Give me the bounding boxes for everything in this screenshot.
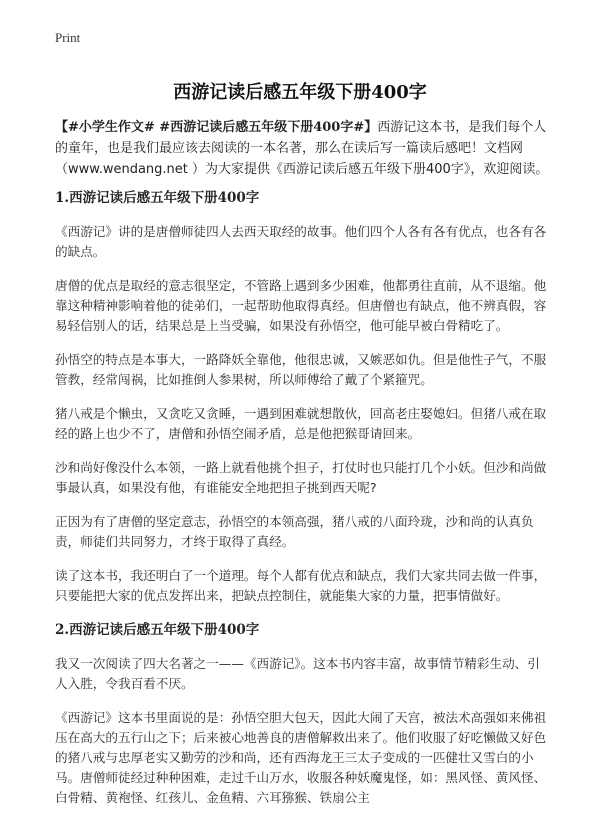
intro-text: 西游记这本书，是我们每个人的童年，也是我们最应该去阅读的一本名著，那么在读后写一篇读后感吧！文档网（www.wendang.net ）为大家提供《西游记读后感五年级下册400字》，欢迎阅读。 [55, 120, 549, 177]
paragraph: 沙和尚好像没什么本领，一路上就看他挑个担子，打仗时也只能打几个小妖。但沙和尚做事最认真，如果没有他，有谁能安全地把担子挑到西天呢? [55, 460, 547, 495]
paragraph: 读了这本书，我还明白了一个道理。每个人都有优点和缺点，我们大家共同去做一件事，只要能把大家的优点发挥出来，把缺点控制住，就能集大家的力量，把事情做好。 [55, 568, 547, 603]
paragraph: 《西游记》讲的是唐僧师徒四人去西天取经的故事。他们四个人各有各有优点，也各有各的缺点。 [55, 224, 547, 259]
paragraph: 《西游记》这本书里面说的是：孙悟空胆大包天，因此大闹了天宫，被法术高强如来佛祖压在高大的五行山之下；后来被心地善良的唐僧解救出来了。他们收服了好吃懒做又好色的猪八戒与忠厚老实又勤劳的沙和尚，还有西海龙王三太子变成的一匹健壮又雪白的小马。唐僧师徒经过种种困难，走过千山万水，收服各种妖魔鬼怪，如：黑风怪、黄风怪、白骨精、黄袍怪、红孩儿、金鱼精、六耳猕猴、铁扇公主 [55, 710, 547, 805]
article-body [55, 117, 552, 822]
print-link[interactable]: Print [55, 30, 81, 45]
paragraph: 孙悟空的特点是本事大，一路降妖全靠他，他很忠诚，又嫉恶如仇。但是他性子气，不服管教，经常闯祸，比如推倒人参果树，所以师傅给了戴了个紧箍咒。 [55, 352, 547, 387]
section-heading-1: 1.西游记读后感五年级下册400字 [55, 190, 260, 206]
paragraph: 猪八戒是个懒虫，又贪吃又贪睡，一遇到困难就想散伙，回高老庄娶媳妇。但猪八戒在取经的路上也少不了，唐僧和孙悟空闹矛盾，总是他把猴哥请回来。 [55, 406, 547, 441]
intro-tags: 【#小学生作文# #西游记读后感五年级下册400字#】 [55, 120, 378, 135]
page-title: 西游记读后感五年级下册400字 [173, 82, 427, 103]
paragraph: 唐僧的优点是取经的意志很坚定，不管路上遇到多少困难，他都勇往直前，从不退缩。他靠这种精神影响着他的徒弟们，一起帮助他取得真经。但唐僧也有缺点，他不辨真假，容易轻信别人的话，结果总是上当受骗，如果没有孙悟空，他可能早被白骨精吃了。 [55, 278, 547, 333]
paragraph: 正因为有了唐僧的坚定意志，孙悟空的本领高强，猪八戒的八面玲珑，沙和尚的认真负责，师徒们共同努力，才终于取得了真经。 [55, 514, 534, 549]
paragraph: 我又一次阅读了四大名著之一——《西游记》。这本书内容丰富，故事情节精彩生动、引人入胜，令我百看不厌。 [55, 656, 540, 691]
section-heading-2: 2.西游记读后感五年级下册400字 [55, 622, 260, 638]
intro-paragraph [55, 117, 552, 180]
